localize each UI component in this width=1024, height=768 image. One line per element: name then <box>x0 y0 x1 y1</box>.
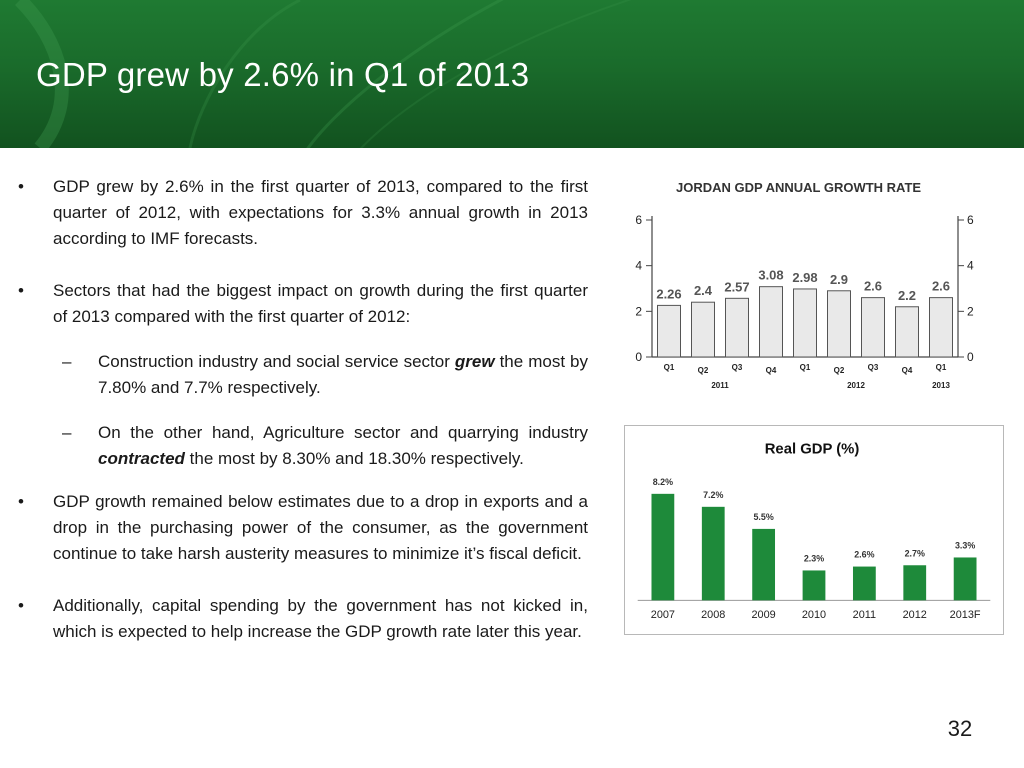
chart-title: Real GDP (%) <box>764 441 860 458</box>
bar <box>658 305 681 357</box>
x-tick-label: Q4 <box>765 366 777 375</box>
y-tick-label-left: 6 <box>635 213 642 227</box>
bar <box>702 507 725 601</box>
data-label: 2.9 <box>829 271 849 287</box>
bar <box>903 565 926 600</box>
x-tick-label: Q3 <box>731 363 743 372</box>
sub-bullet-text-start: On the other hand, Agriculture sector and quarrying industry <box>98 423 588 442</box>
bar <box>853 567 876 601</box>
x-tick-label: Q1 <box>799 363 811 372</box>
bullet-marker: • <box>18 596 24 615</box>
bar <box>828 291 851 357</box>
x-tick-label: 2013F <box>949 609 981 622</box>
x-group-label: 2011 <box>711 381 729 390</box>
sub-bullet-item <box>18 420 588 472</box>
bar <box>803 570 826 600</box>
bar <box>760 287 783 357</box>
bullet-text: Additionally, capital spending by the government has not kicked in, which is expected to help increase the GDP growth rate later this year. <box>53 596 588 641</box>
bar <box>862 298 885 357</box>
bullet-item <box>18 489 588 567</box>
sub-bullet-text-end: the most by 8.30% and 18.30% respectively. <box>184 449 524 468</box>
bar <box>692 302 715 357</box>
x-tick-label: Q1 <box>935 363 947 372</box>
data-label: 7.2% <box>703 489 724 500</box>
dash-marker: – <box>62 423 72 442</box>
sub-bullet-text-start: Construction industry and social service sector <box>98 352 455 371</box>
data-label: 2.6 <box>863 278 883 294</box>
x-tick-label: 2007 <box>650 609 675 622</box>
x-tick-label: 2008 <box>701 609 726 622</box>
page-number: 32 <box>947 716 973 741</box>
chart-title: JORDAN GDP ANNUAL GROWTH RATE <box>676 180 922 195</box>
x-group-label: 2013 <box>932 381 950 390</box>
y-tick-label-right: 4 <box>967 258 974 273</box>
data-label: 3.3% <box>954 540 976 551</box>
data-label: 2.26 <box>656 286 682 302</box>
data-label: 2.6 <box>931 278 951 294</box>
emphasis-word: contracted <box>98 449 185 468</box>
sub-bullet-item <box>18 349 588 401</box>
bullet-marker: • <box>18 492 24 511</box>
bar <box>752 529 775 600</box>
data-label: 2.6% <box>854 549 875 560</box>
data-label: 2.3% <box>803 553 825 564</box>
x-tick-label: 2012 <box>902 609 927 622</box>
slide-body <box>18 174 588 645</box>
sub-bullet-text-end: the most by 7.80% and 7.7% respectively. <box>98 352 588 397</box>
x-group-label: 2012 <box>847 381 865 390</box>
x-tick-label: Q3 <box>867 363 879 372</box>
x-tick-label: 2011 <box>852 609 877 622</box>
data-label: 2.57 <box>724 279 750 295</box>
y-tick-label-right: 6 <box>967 213 974 227</box>
emphasis-word: grew <box>454 352 495 371</box>
bar <box>954 557 977 600</box>
bullet-text: GDP grew by 2.6% in the first quarter of 2013, compared to the first quarter of 2012, with expectations for 3.3% annual growth in 2013 according to IMF forecasts. <box>53 177 588 248</box>
y-tick-label-right: 0 <box>967 350 974 364</box>
x-tick-label: Q1 <box>663 363 675 372</box>
bar <box>896 307 919 357</box>
y-tick-label-left: 4 <box>635 258 642 273</box>
bullet-item <box>18 174 588 252</box>
bullet-text: Sectors that had the biggest impact on growth during the first quarter of 2013 compared with the first quarter of 2012: <box>53 281 588 326</box>
y-tick-label-left: 2 <box>635 304 642 319</box>
bar <box>794 289 817 357</box>
x-tick-label: Q2 <box>833 366 845 375</box>
bullet-item <box>18 593 588 645</box>
dash-marker: – <box>62 352 72 371</box>
bullet-text: GDP growth remained below estimates due to a drop in exports and a drop in the purchasing power of the consumer, as the government continue to take harsh austerity measures to minimize it’s fiscal deficit. <box>53 492 588 563</box>
slide-header <box>0 0 1024 148</box>
x-tick-label: 2009 <box>751 609 776 622</box>
data-label: 2.4 <box>693 283 713 299</box>
bullet-marker: • <box>18 281 24 300</box>
real-gdp-chart <box>624 425 1004 635</box>
y-tick-label-left: 0 <box>635 350 642 364</box>
x-tick-label: Q2 <box>697 366 709 375</box>
data-label: 2.2 <box>897 287 917 303</box>
bar <box>651 494 674 600</box>
data-label: 2.7% <box>904 548 925 559</box>
page-title: GDP grew by 2.6% in Q1 of 2013 <box>36 56 530 93</box>
x-tick-label: 2010 <box>801 609 827 622</box>
bullet-item <box>18 278 588 330</box>
data-label: 3.08 <box>758 267 784 283</box>
jordan-gdp-growth-chart <box>630 172 990 402</box>
bullet-marker: • <box>18 177 24 196</box>
data-label: 8.2% <box>652 476 674 487</box>
y-tick-label-right: 2 <box>967 304 974 319</box>
bar <box>726 298 749 357</box>
data-label: 5.5% <box>753 511 774 522</box>
x-tick-label: Q4 <box>901 366 913 375</box>
data-label: 2.98 <box>792 269 818 285</box>
bar <box>930 298 953 357</box>
